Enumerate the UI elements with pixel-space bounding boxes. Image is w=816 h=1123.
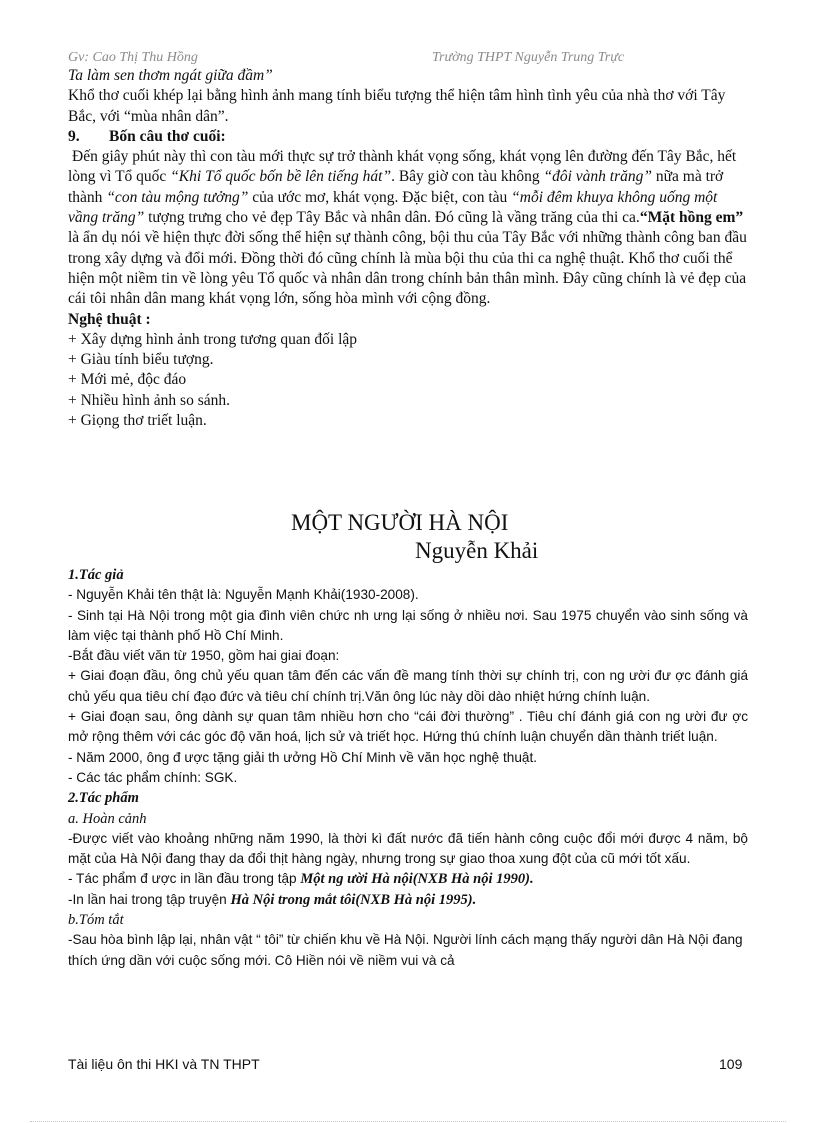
text-run: -In lần hai trong tập truyện [68, 891, 231, 907]
author-line: + Giai đoạn sau, ông dành sự quan tâm nhiều hơn cho “cái đời thường” . Tiêu chí đánh giá con ng ười đư ợc mở rộng thêm với các góc độ văn hoá, lịch sử và triết học. Hứng thú chính luận chuyển dần thành triết luận. [68, 709, 748, 745]
section-author-heading: 1.Tác giả [68, 567, 124, 583]
final-stanza-paragraph [68, 147, 750, 309]
art-item: + Nhiều hình ảnh so sánh. [68, 391, 231, 409]
section-work-heading: 2.Tác phẩm [68, 790, 139, 807]
publication-line [68, 869, 748, 889]
quote-run: “đôi vành trăng” [543, 168, 652, 186]
text-run: nữa mà trở thành [68, 168, 724, 206]
header-school: Trường THPT Nguyễn Trung Trực [432, 50, 625, 65]
summary-subheading: b.Tóm tắt [68, 912, 124, 929]
summary-line: -Sau hòa bình lập lại, nhân vật “ tôi” từ chiến khu về Hà Nội. Người lính cách mạng thấy người dân Hà Nội đang thích ứng dần với cuộc sống mới. Cô Hiền nói về niềm vui và cả [68, 932, 743, 968]
section-9-heading [68, 127, 750, 147]
author-line: - Các tác phẩm chính: SGK. [68, 769, 238, 785]
page-edge-divider [30, 1121, 786, 1122]
closing-paragraph: Khổ thơ cuối khép lại bằng hình ảnh mang tính biểu tượng thể hiện tâm hình tình yêu của nhà thơ với Tây Bắc, với “mùa nhân dân”. [68, 87, 726, 125]
section-9-title: Bốn câu thơ cuối: [109, 127, 226, 145]
text-run: Đến giây phút này thì con tàu mới thực sự trở thành khát vọng sống, khát vọng lên đường đến Tây Bắc, hết lòng vì Tổ quốc [68, 148, 737, 186]
quote-run: “mỗi đêm khuya không uống một vầng trăng” [68, 188, 718, 227]
text-run: - Tác phẩm đ ược in lần đầu trong tập [68, 871, 301, 887]
header-teacher: Gv: Cao Thị Thu Hồng [68, 50, 198, 65]
poem-analysis-section [68, 66, 750, 431]
work-title: MỘT NGƯỜI HÀ NỘI [291, 510, 509, 535]
art-heading: Nghệ thuật : [68, 310, 151, 328]
footer-title: Tài liệu ôn thi HKI và TN THPT [68, 1056, 260, 1072]
poem-quote-line: Ta làm sen thơm ngát giữa đầm” [68, 67, 273, 84]
book-title: Một ng ười Hà nội(NXB Hà nội 1990). [300, 871, 534, 888]
context-subheading: a. Hoàn cảnh [68, 810, 147, 827]
art-item: + Xây dựng hình ảnh trong tương quan đối lập [68, 330, 358, 348]
author-line: - Sinh tại Hà Nội trong một gia đình viên chức nh ưng lại sống ở nhiều nơi. Sau 1975 chuyển vào sinh sống và làm việc tại thành phố Hồ Chí Minh. [68, 607, 748, 643]
book-title: Hà Nội trong mắt tôi(NXB Hà nội 1995). [230, 891, 477, 908]
art-item: + Giàu tính biểu tượng. [68, 351, 214, 369]
author-line: + Giai đoạn đầu, ông chủ yếu quan tâm đến các vấn đề mang tính thời sự chính trị, con ng ười đư ợc đánh giá chủ yếu qua tiêu chí đạo đức và tiêu chí chính trị.Văn ông lúc này dồi dào nhiệt hứng chính luận. [68, 668, 748, 704]
author-line: - Nguyễn Khải tên thật là: Nguyễn Mạnh Khải(1930-2008). [68, 587, 419, 603]
work-author: Nguyễn Khải [415, 538, 539, 563]
section-9-number: 9. [68, 127, 80, 145]
bold-quote-run: “Mặt hồng em” [639, 209, 744, 227]
quote-run: “Khi Tổ quốc bốn bề lên tiếng hát” [170, 168, 392, 186]
text-run: là ẩn dụ nói về hiện thực đời sống thể hiện sự thành công, bội thu của Tây Bắc với những thành công ban đầu trong xây dựng và đổi mới. Đồng thời đó cũng chính là mùa bội thu của thi ca nghệ thuật. Khổ thơ cuối thể hiện một niềm tin về lòng yêu Tổ quốc và nhân dân trong chính bản thân mình. Đây cũng chính là vẻ đẹp của cái tôi nhân dân mang khát vọng lớn, sống hòa mình với cộng đồng. [68, 229, 747, 308]
text-run: của ước mơ, khát vọng. Đặc biệt, con tàu [248, 188, 512, 206]
art-item: + Giọng thơ triết luận. [68, 412, 207, 430]
page-number: 109 [719, 1056, 743, 1072]
work-study-section [68, 565, 748, 971]
author-line: - Năm 2000, ông đ ược tặng giải th ưởng Hồ Chí Minh về văn học nghệ thuật. [68, 749, 538, 765]
quote-run: “con tàu mộng tưởng” [106, 188, 249, 206]
art-item: + Mới mẻ, độc đáo [68, 371, 187, 389]
context-line: -Được viết vào khoảng những năm 1990, là thời kì đất nước đã tiến hành công cuộc đổi mới được 4 năm, bộ mặt của Hà Nội đang thay da đổi thịt hàng ngày, nhưng trong sự giao thoa xung đột của cũ mới tốt xấu. [68, 830, 748, 867]
author-line: -Bắt đầu viết văn từ 1950, gồm hai giai đoạn: [68, 648, 340, 664]
publication-line [68, 890, 748, 910]
text-run: . Bây giờ con tàu không [391, 168, 544, 186]
text-run: tượng trưng cho vẻ đẹp Tây Bắc và nhân dân. Đó cũng là vầng trăng của thi ca. [144, 209, 640, 227]
